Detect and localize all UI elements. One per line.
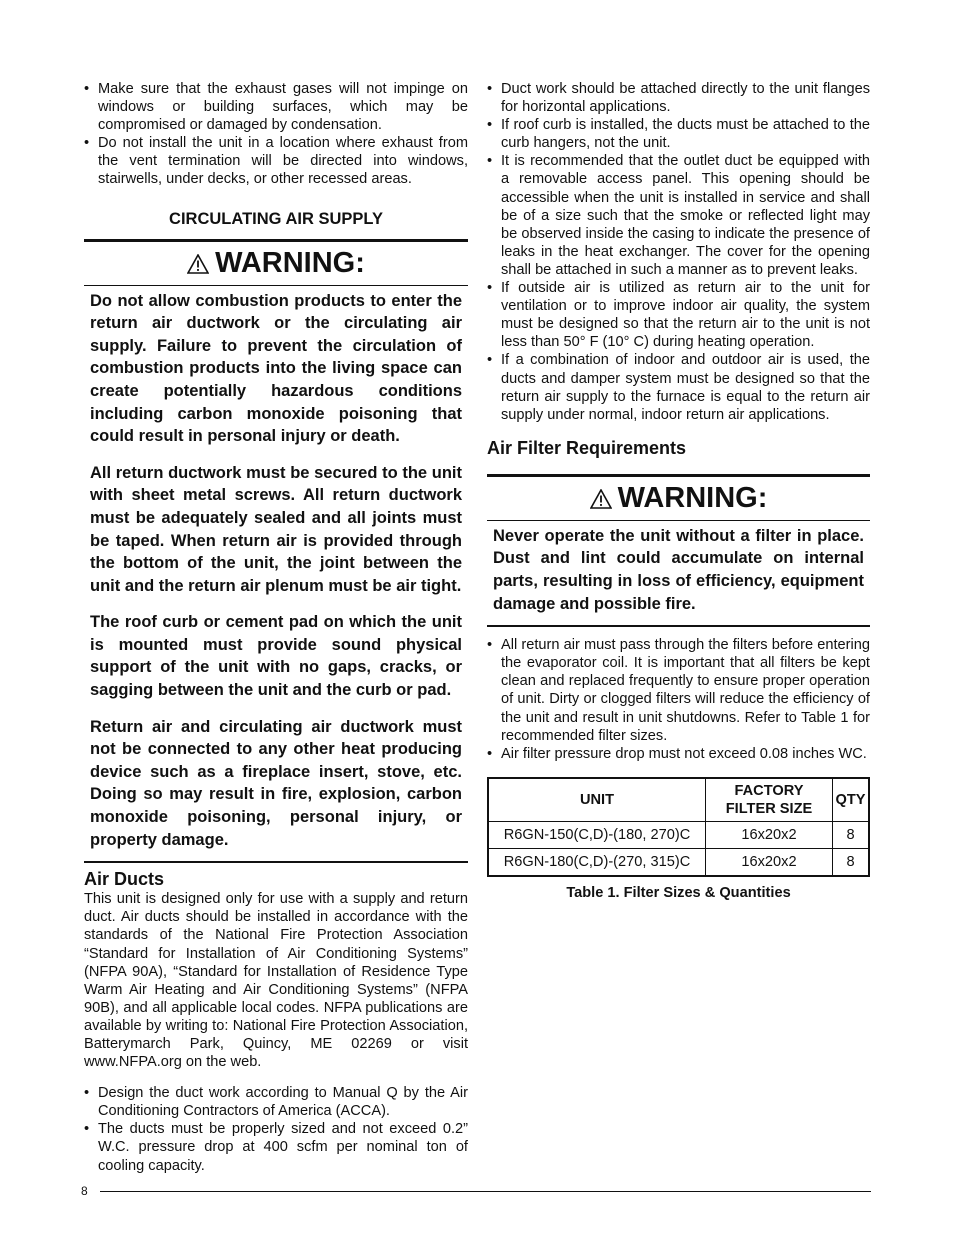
air-ducts-paragraph: This unit is designed only for use with a supply and return duct. Air ducts should be installed in accordance with the standards of the National Fire Protection Association “Standard for Installation of Air Conditioning Systems” (NFPA 90A), “Standard for Installation of Residence Type Warm Air Heating and Air Conditioning Systems” (NFPA 90B), and all applicable local codes. NFPA publications are available by writing to: National Fire Protection Association, Batterymarch Park, Quincy, ME 02269 or visit www.NFPA.org on the web. bbox=[84, 891, 468, 1071]
list-item: • All return air must pass through the filters before entering the evaporator coil. It is important that all filters be kept clean and replaced frequently to ensure proper operation of unit. Dirty or clogged filters will reduce the efficiency of the unit and result in unit shutdowns. Refer to Table 1 for recommended filter sizes. bbox=[487, 636, 870, 745]
warning-body bbox=[487, 521, 870, 625]
cell-unit: R6GN-150(C,D)-(180, 270)C bbox=[488, 821, 706, 848]
column-header-unit: UNIT bbox=[488, 778, 706, 822]
table-header-row bbox=[488, 778, 869, 822]
warning-box-filter bbox=[487, 474, 870, 627]
list-item: • If a combination of indoor and outdoor air is used, the ducts and damper system must be designed so that the return air supply to the furnace is equal to the return air supply under normal, indoor return air applications. bbox=[487, 351, 870, 423]
warning-paragraph: Do not allow combustion products to enter the return air ductwork or the circulating air supply. Failure to prevent the circulation of combustion products into the living space can create potentially hazardous conditions including carbon monoxide poisoning that could result in personal injury or death. bbox=[90, 291, 462, 446]
footer-divider bbox=[100, 1191, 871, 1192]
cell-filter-size: 16x20x2 bbox=[706, 848, 833, 876]
list-item: • Make sure that the exhaust gases will not impinge on windows or building surfaces, which may be compromised or damaged by condensation. bbox=[84, 80, 468, 134]
list-item: • Air filter pressure drop must not exceed 0.08 inches WC. bbox=[487, 745, 870, 763]
warning-paragraph: The roof curb or cement pad on which the unit is mounted must provide sound physical support of the unit with no gaps, cracks, or sagging between the unit and the curb or pad. bbox=[90, 613, 462, 700]
exhaust-bullet-list bbox=[84, 80, 468, 189]
circulating-air-supply-heading: CIRCULATING AIR SUPPLY bbox=[169, 209, 383, 228]
ductwork-bullet-list bbox=[487, 80, 870, 424]
right-column bbox=[487, 80, 870, 901]
list-item: • The ducts must be properly sized and not exceed 0.2” W.C. pressure drop at 400 scfm per nominal ton of cooling capacity. bbox=[84, 1120, 468, 1174]
filter-size-table bbox=[487, 777, 870, 877]
list-item: • Duct work should be attached directly to the unit flanges for horizontal applications. bbox=[487, 80, 870, 116]
cell-filter-size: 16x20x2 bbox=[706, 821, 833, 848]
warning-triangle-icon bbox=[187, 245, 209, 285]
warning-body bbox=[84, 286, 468, 862]
duct-design-bullet-list bbox=[84, 1084, 468, 1174]
cell-qty: 8 bbox=[833, 821, 870, 848]
warning-box-circulating-air bbox=[84, 239, 468, 864]
table-row bbox=[488, 848, 869, 876]
filter-bullet-list bbox=[487, 636, 870, 763]
air-filter-heading: Air Filter Requirements bbox=[487, 437, 687, 458]
list-item: • Design the duct work according to Manual Q by the Air Conditioning Contractors of America (ACCA). bbox=[84, 1084, 468, 1120]
list-item: • Do not install the unit in a location where exhaust from the vent termination will be directed into windows, stairwells, under decks, or other recessed areas. bbox=[84, 134, 468, 188]
list-item: • It is recommended that the outlet duct be equipped with a removable access panel. This opening should be accessible when the unit is installed in service and shall be of a size such that the smoke or reflected light may be observed inside the casing to indicate the presence of leaks in the heat exchanger. The cover for the opening shall be attached in such a manner as to prevent leaks. bbox=[487, 152, 870, 279]
cell-unit: R6GN-180(C,D)-(270, 315)C bbox=[488, 848, 706, 876]
left-column bbox=[84, 80, 468, 1175]
warning-header bbox=[487, 477, 870, 521]
column-header-filter-size: FACTORY FILTER SIZE bbox=[706, 778, 833, 822]
warning-title: WARNING: bbox=[215, 246, 365, 279]
warning-header bbox=[84, 242, 468, 286]
list-item: • If outside air is utilized as return air to the unit for ventilation or to improve indoor air quality, the system must be designed so that the return air to the unit is not less than 50° F (10° C) during heating operation. bbox=[487, 279, 870, 351]
air-ducts-heading: Air Ducts bbox=[84, 869, 165, 890]
table-caption: Table 1. Filter Sizes & Quantities bbox=[566, 884, 791, 901]
page-number: 8 bbox=[81, 1184, 88, 1198]
warning-paragraph: Never operate the unit without a filter in place. Dust and lint could accumulate on internal parts, resulting in loss of efficiency, equipment damage and possible fire. bbox=[493, 526, 864, 613]
warning-paragraph: All return ductwork must be secured to the unit with sheet metal screws. All return ductwork must be adequately sealed and all joints must be taped. When return air is provided through the bottom of the unit, the joint between the unit and the return air plenum must be air tight. bbox=[90, 463, 462, 595]
warning-title: WARNING: bbox=[617, 481, 768, 514]
column-header-qty: QTY bbox=[833, 778, 870, 822]
warning-paragraph: Return air and circulating air ductwork must not be connected to any other heat producing device such as a fireplace insert, stove, etc. Doing so may result in fire, explosion, carbon monoxide poisoning, personal injury, or property damage. bbox=[90, 717, 462, 849]
table-row bbox=[488, 821, 869, 848]
cell-qty: 8 bbox=[833, 848, 870, 876]
list-item: • If roof curb is installed, the ducts must be attached to the curb hangers, not the unit. bbox=[487, 116, 870, 152]
warning-triangle-icon bbox=[590, 480, 612, 520]
